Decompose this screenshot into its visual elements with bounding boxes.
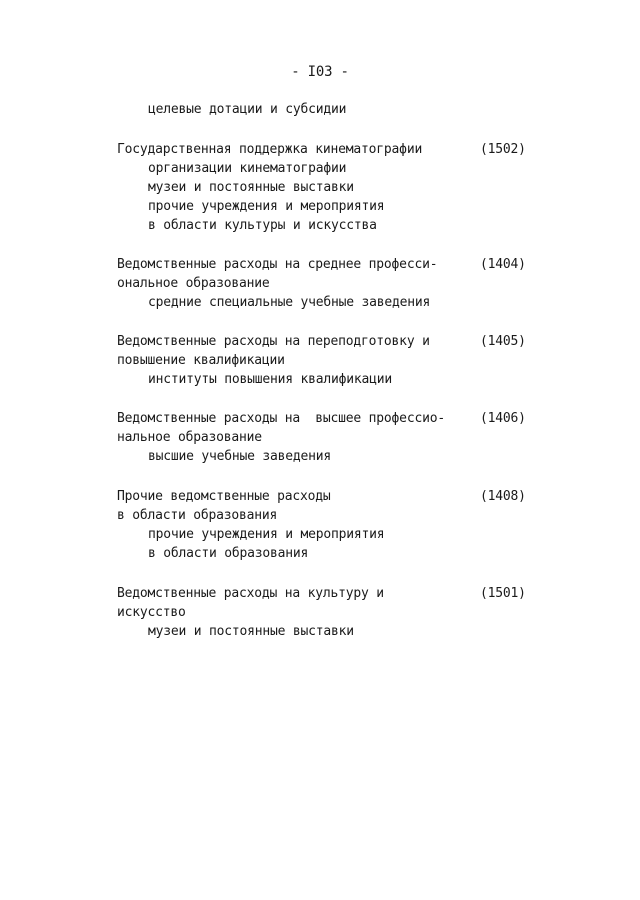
- section-line: целевые дотации и субсидии: [148, 102, 347, 117]
- section-heading: искусство: [117, 605, 186, 620]
- section-code: (1404): [480, 257, 526, 272]
- section-code: (1406): [480, 411, 526, 426]
- section-heading: Государственная поддержка кинематографии: [117, 142, 423, 157]
- section-line: прочие учреждения и мероприятия: [148, 527, 385, 542]
- section-line: высшие учебные заведения: [148, 449, 332, 464]
- budget-sections: [117, 100, 537, 641]
- section-heading: нальное образование: [117, 430, 262, 445]
- budget-section: [117, 487, 537, 563]
- section-heading: в области образования: [117, 508, 278, 523]
- budget-section: [117, 100, 537, 119]
- section-heading: Ведомственные расходы на высшее профессио-: [117, 411, 445, 426]
- section-line: в области культуры и искусства: [148, 218, 377, 233]
- section-line: институты повышения квалификации: [148, 372, 393, 387]
- section-line: средние специальные учебные заведения: [148, 295, 431, 310]
- section-heading: Ведомственные расходы на культуру и: [117, 586, 384, 601]
- page-number: - I03 -: [291, 64, 349, 80]
- section-heading: повышение квалификации: [117, 353, 285, 368]
- section-heading: Ведомственные расходы на среднее професси-: [117, 257, 438, 272]
- section-code: (1502): [480, 142, 526, 157]
- budget-section: [117, 409, 537, 466]
- section-heading: Ведомственные расходы на переподготовку и: [117, 334, 430, 349]
- section-line: организации кинематографии: [148, 161, 347, 176]
- section-line: в области образования: [148, 546, 309, 561]
- section-line: музеи и постоянные выставки: [148, 624, 354, 639]
- section-heading: Прочие ведомственные расходы: [117, 489, 331, 504]
- section-code: (1501): [480, 586, 526, 601]
- section-heading: ональное образование: [117, 276, 270, 291]
- section-line: музеи и постоянные выставки: [148, 180, 354, 195]
- budget-section: [117, 255, 537, 312]
- section-line: прочие учреждения и мероприятия: [148, 199, 385, 214]
- section-code: (1408): [480, 489, 526, 504]
- budget-section: [117, 332, 537, 389]
- budget-section: [117, 140, 537, 235]
- budget-section: [117, 584, 537, 641]
- section-code: (1405): [480, 334, 526, 349]
